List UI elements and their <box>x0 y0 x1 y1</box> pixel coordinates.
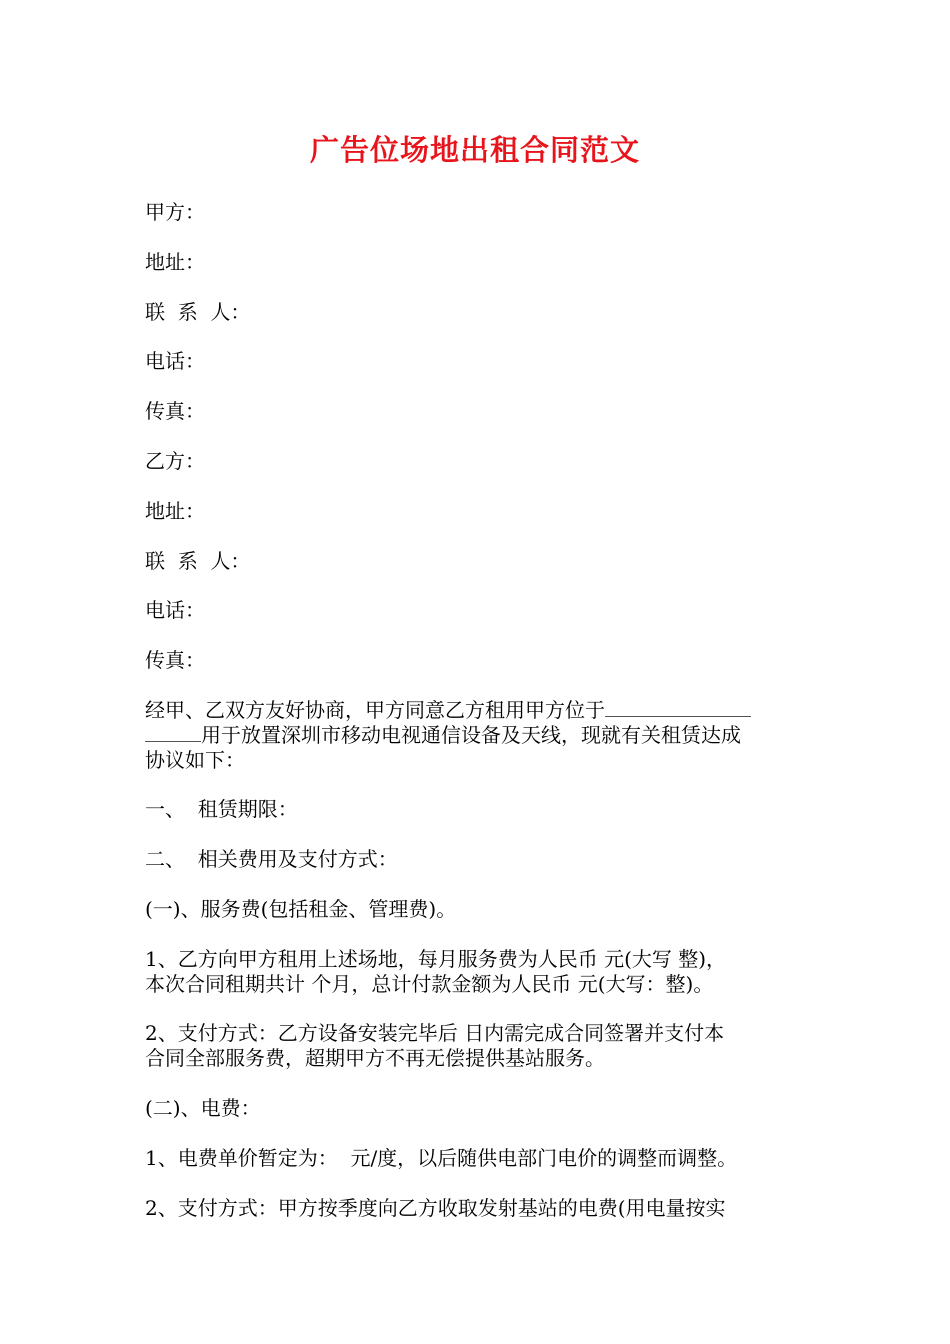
location-blank-continued <box>145 723 201 742</box>
electricity-item-1: 1、电费单价暂定为： 元/度，以后随供电部门电价的调整而调整。 <box>145 1146 738 1170</box>
intro-paragraph-line-1 <box>145 697 751 724</box>
electricity-item-2: 2、支付方式：甲方按季度向乙方收取发射基站的电费(用电量按实 <box>145 1196 726 1220</box>
party-a-fax: 传真： <box>145 399 205 423</box>
service-fee-item-2-line-1: 2、支付方式：乙方设备安装完毕后 日内需完成合同签署并支付本 <box>145 1021 725 1045</box>
section-2-heading: 二、 相关费用及支付方式： <box>145 847 398 871</box>
intro-text-2: 用于放置深圳市移动电视通信设备及天线，现就有关租赁达成 <box>201 723 741 747</box>
party-b-address: 地址： <box>145 499 205 523</box>
subsection-service-fee: (一)、服务费(包括租金、管理费)。 <box>145 897 457 921</box>
service-fee-item-1-line-2: 本次合同租期共计 个月，总计付款金额为人民币 元(大写：整)。 <box>145 972 714 996</box>
subsection-electricity: (二)、电费： <box>145 1096 261 1120</box>
document-title: 广告位场地出租合同范文 <box>309 133 640 167</box>
party-b-fax: 传真： <box>145 648 205 672</box>
party-a-address: 地址： <box>145 250 205 274</box>
service-fee-item-2-line-2: 合同全部服务费，超期甲方不再无偿提供基站服务。 <box>145 1046 605 1070</box>
section-1-heading: 一、 租赁期限： <box>145 797 298 821</box>
party-b-phone: 电话： <box>145 598 205 622</box>
intro-paragraph-line-3: 协议如下： <box>145 748 245 772</box>
location-blank <box>605 698 751 717</box>
party-b-label: 乙方： <box>145 449 205 473</box>
intro-paragraph-line-2 <box>145 722 741 749</box>
party-a-contact: 联 系 人： <box>145 300 251 324</box>
party-b-contact: 联 系 人： <box>145 549 251 573</box>
service-fee-item-1-line-1: 1、乙方向甲方租用上述场地，每月服务费为人民币 元(大写 整)， <box>145 947 727 971</box>
intro-text-1: 经甲、乙双方友好协商，甲方同意乙方租用甲方位于 <box>145 698 605 722</box>
party-a-phone: 电话： <box>145 349 205 373</box>
party-a-label: 甲方： <box>145 200 205 224</box>
